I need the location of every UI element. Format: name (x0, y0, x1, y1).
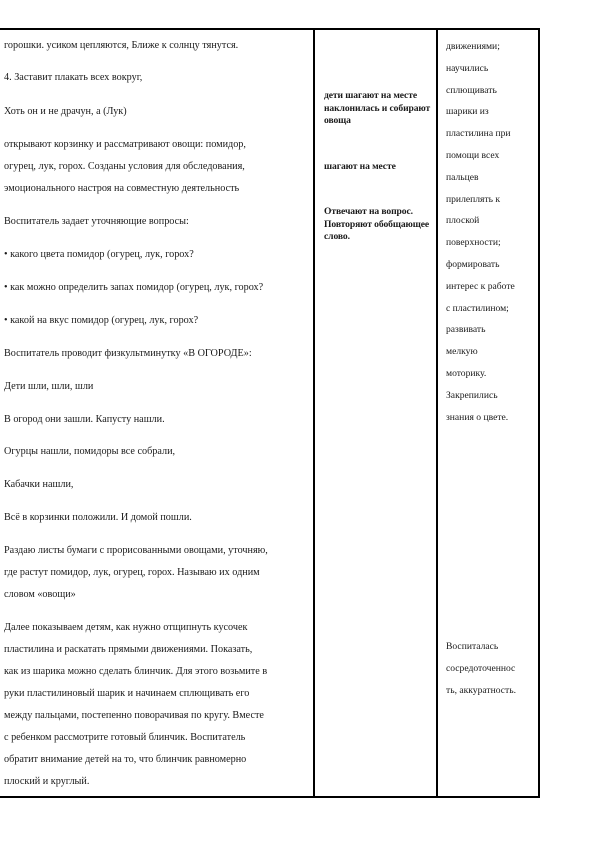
text-line: обратит внимание детей на то, что блинчик равномерно (4, 754, 247, 765)
text-line: огурец, лук, горох. Созданы условия для обследования, (4, 161, 245, 172)
text-line: научились (446, 62, 489, 74)
result-text (446, 636, 538, 701)
text-line: Воспитатель проводит физкультминутку «В ОГОРОДЕ»: (4, 348, 252, 359)
text-line: Огурцы нашли, помидоры все собрали, (4, 446, 176, 457)
text-line: интерес к работе (446, 280, 515, 292)
text-line: 4. Заставит плакать всех вокруг, (4, 72, 143, 83)
text-line: открывают корзинку и рассматривают овощи: помидор, (4, 139, 246, 150)
text-line: словом «овощи» (4, 589, 76, 600)
text-line: плоский и круглый. (4, 776, 90, 787)
text-line: • какой на вкус помидор (огурец, лук, горох? (4, 315, 199, 326)
text-line: Воспиталась (446, 641, 499, 652)
text-line: Кабачки нашли, (4, 479, 74, 490)
text-line: Раздаю листы бумаги с прорисованными овощами, уточняю, (4, 545, 268, 556)
text-line: поверхности; (446, 237, 501, 249)
column-divider-1 (313, 30, 315, 796)
text-line: помощи всех (446, 149, 500, 161)
text-line: формировать (446, 258, 500, 270)
text-line: с пластилином; (446, 302, 509, 314)
text-line: где растут помидор, лук, огурец, горох. Называю их одним (4, 567, 260, 578)
text-line: плоской (446, 215, 480, 227)
column-divider-2 (436, 30, 438, 796)
text-line: • как можно определить запах помидор (огурец, лук, горох? (4, 282, 264, 293)
text-line: Воспитатель задает уточняющие вопросы: (4, 216, 189, 227)
text-line: горошки. усиком цепляются, Ближе к солнцу тянутся. (4, 40, 239, 51)
text-line: руки пластилиновый шарик и начинаем сплющивать его (4, 688, 250, 699)
text-line: Закрепились (446, 389, 498, 401)
text-line: пальцев (446, 171, 479, 183)
text-line: Далее показываем детям, как нужно отщипнуть кусочек (4, 622, 248, 633)
text-line: В огород они зашли. Капусту нашли. (4, 414, 165, 425)
text-line: ть, аккуратность. (446, 684, 516, 696)
text-line: сосредоточеннос (446, 662, 516, 674)
text-line: прилеплять к (446, 193, 501, 205)
children-action-text: дети шагают на месте наклонилась и собирают овоща (324, 90, 431, 126)
text-line: мелкую (446, 346, 478, 358)
text-line: эмоционального настроя на совместную деятельность (4, 183, 240, 194)
text-line: Дети шли, шли, шли (4, 381, 94, 392)
text-line: Хоть он и не драчун, а (Лук) (4, 106, 127, 117)
text-line: шарики из (446, 106, 489, 118)
text-line: развивать (446, 324, 486, 336)
text-line: моторику. (446, 367, 487, 379)
text-line: знания о цвете. (446, 411, 509, 423)
result-text (446, 36, 538, 428)
text-line: пластилина и раскатать прямыми движениями. Показать, (4, 644, 253, 655)
text-line: пластилина при (446, 128, 511, 140)
text-line: как из шарика можно сделать блинчик. Для этого возьмите в (4, 666, 268, 677)
text-line: движениями; (446, 41, 500, 52)
text-line: • какого цвета помидор (огурец, лук, горох? (4, 249, 194, 260)
text-line: между пальцами, постепенно поворачивая по кругу. Вместе (4, 710, 264, 721)
text-line: с ребенком рассмотрите готовый блинчик. Воспитатель (4, 732, 246, 743)
children-action-text: шагают на месте (324, 161, 396, 172)
text-line: сплющивать (446, 84, 497, 96)
children-action-text: Отвечают на вопрос. Повторяют обобщающее слово. (324, 206, 430, 242)
text-line: Всё в корзинки положили. И домой пошли. (4, 512, 192, 523)
